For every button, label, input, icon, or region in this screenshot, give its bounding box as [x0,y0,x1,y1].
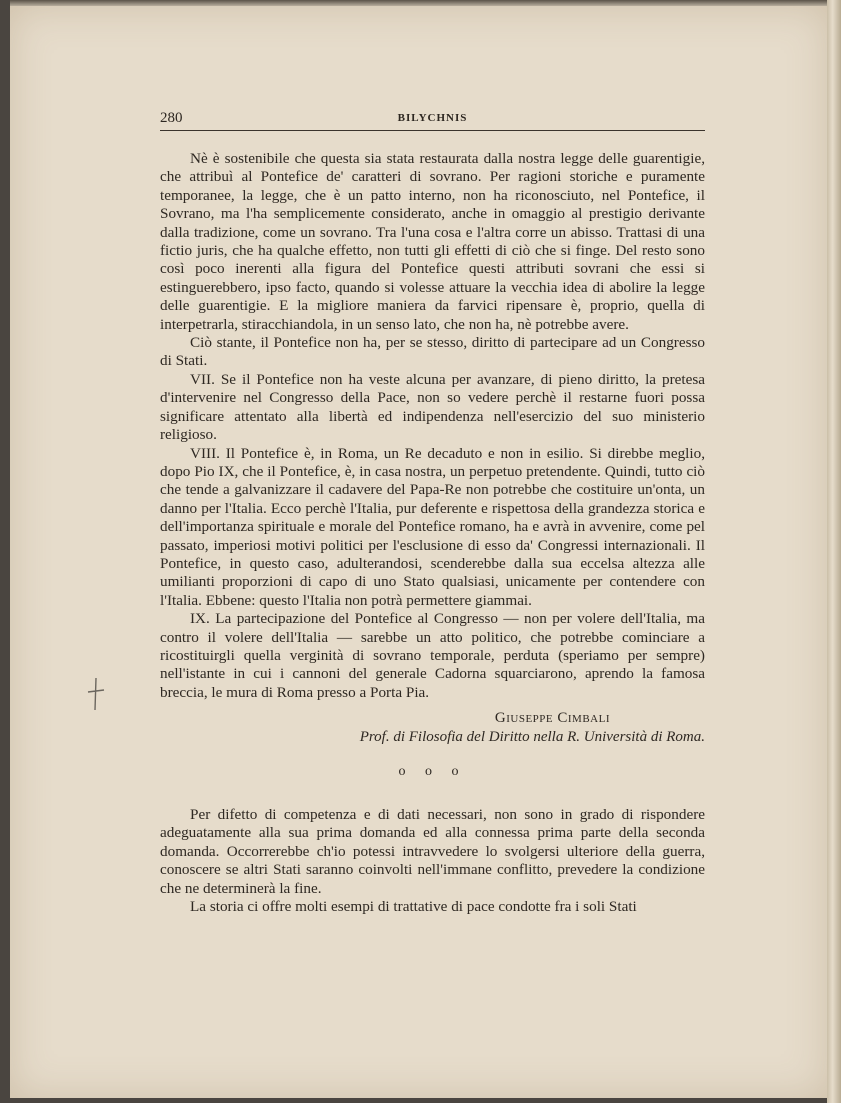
page-header [160,110,705,131]
paragraph: Nè è sostenibile che questa sia stata restaurata dalla nostra legge delle guarentigie, che attribuì al Pontefice de' caratteri di sovrano. Per ragioni storiche e puramente temporanee, la legge, che è un patto interno, non ha riconosciuto, nel Pontefice, il Sovrano, ma l'ha semplicemente considerato, anche in omaggio al prestigio derivante dalla tradizione, come un sovrano. Tra l'una cosa e l'altra corre un abisso. Trattasi di una fictio juris, che ha qualche effetto, non tutti gli effetti di ciò che si finge. Del resto sono così poco inerenti alla figura del Pontefice questi attributi sovrani che essi si estinguerebbero, ipso facto, quando si volesse attuare la vecchia idea di abolire la legge delle guarentigie. E la migliore maniera da farvici ripensare è, proprio, quella di interpetrarla, stiracchiandola, in un senso lato, che non ha, nè potrebbe avere. [160,150,705,333]
paragraph: La storia ci offre molti esempi di trattative di pace condotte fra i soli Stati [190,898,637,916]
page-number: 280 [160,110,183,126]
page-right-edge [827,0,841,1103]
author-title: Prof. di Filosofia del Diritto nella R. Università di Roma. [359,729,705,745]
paragraph: VIII. Il Pontefice è, in Roma, un Re decaduto e non in esilio. Si direbbe meglio, dopo Pio IX, che il Pontefice, è, in casa nostra, un perpetuo pretendente. Quindi, tutto ciò che tende a galvanizzare il cadavere del Papa-Re non potrebbe che costituire un'onta, un danno per l'Italia. Ecco perchè l'Italia, pur deferente e rispettosa della grandezza storica e dell'importanza spirituale e morale del Pontefice romano, ha e avrà in avvenire, come pel passato, imperiosi motivi politici per l'esclusione di esso da' Congressi internazionali. Il Pontefice, in questo caso, adulterandosi, scenderebbe dalla sua eccelsa altezza alle umilianti proporzioni di capo di uno Stato qualsiasi, unicamente per contendere con l'Italia. Ebbene: questo l'Italia non potrà permettere giammai. [160,444,705,609]
paragraph: VII. Se il Pontefice non ha veste alcuna per avanzare, di pieno diritto, la pretesa d'intervenire nel Congresso della Pace, non so vedere perchè il restarne fuori possa significare attentato alla libertà ed indipendenza nell'esercizio del suo ministerio religioso. [160,370,705,444]
running-title: BILYCHNIS [397,112,468,124]
section-separator: o o o [398,764,467,779]
pencil-mark-icon [84,676,108,712]
paragraph: Per difetto di competenza e di dati necessari, non sono in grado di rispondere adeguatamente alla sua prima domanda ed alla connessa prima parte della seconda domanda. Occorrerebbe ch'io potessi intravvedere lo svolgersi ulteriore della guerra, conoscere se altri Stati saranno coinvolti nell'immane conflitto, prevedere la condizione che ne determinerà la fine. [160,806,705,897]
body-text-a [160,150,705,702]
body-text-b [160,806,705,916]
paragraph: Ciò stante, il Pontefice non ha, per se stesso, diritto di partecipare ad un Congresso di Stati. [160,334,705,370]
author-name: Giuseppe Cimbali [494,710,610,726]
paragraph: IX. La partecipazione del Pontefice al Congresso — non per volere dell'Italia, ma contro il volere dell'Italia — sarebbe un atto politico, che potrebbe cominciare a ricostituirgli quella verginità di sovrano temporale, perduta (speriamo per sempre) nell'istante in cui i cannoni del generale Cadorna squarciarono, aprendo la famosa breccia, le mura di Roma presso a Porta Pia. [160,610,705,701]
